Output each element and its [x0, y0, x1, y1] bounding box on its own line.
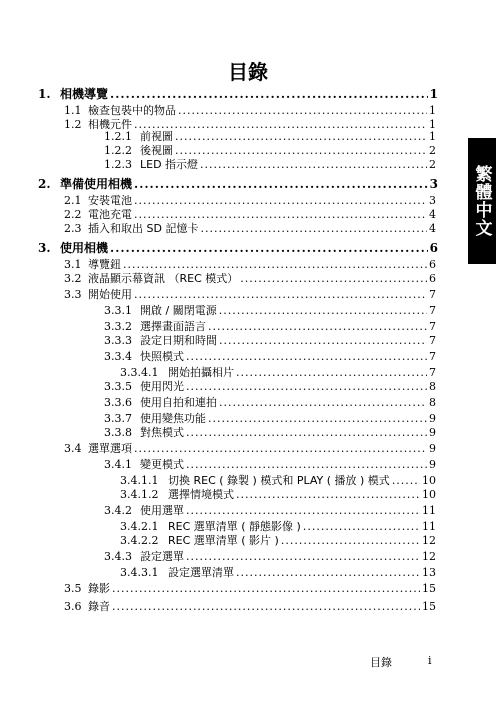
dot-leader: [200, 158, 427, 171]
toc-entry-label: REC 選單清單 ( 靜態影像 ): [168, 520, 301, 533]
toc-entry[interactable]: [104, 550, 436, 563]
toc-entry[interactable]: [120, 488, 436, 501]
dot-leader: [123, 258, 427, 271]
dot-leader: [110, 242, 428, 255]
toc-entry-label: 插入和取出 SD 記憶卡: [88, 222, 199, 235]
toc-entry[interactable]: [64, 600, 436, 613]
toc-entry-number: 3.3.1: [104, 304, 132, 317]
toc-entry-number: 3.4.3.1: [120, 566, 159, 579]
dot-leader: [219, 334, 427, 347]
toc-entry-page: 7: [429, 304, 436, 317]
toc-entry[interactable]: [120, 566, 436, 579]
toc-entry-label: 快照模式: [140, 350, 184, 363]
toc-entry-number: 3.6: [64, 600, 82, 613]
dot-leader: [112, 600, 420, 613]
toc-entry-number: 3.4.2.1: [120, 520, 159, 533]
toc-entry-page: 7: [429, 366, 436, 379]
toc-entry-number: 3.: [38, 241, 51, 255]
toc-entry[interactable]: [120, 520, 436, 533]
toc-entry[interactable]: [64, 222, 436, 235]
toc-entry[interactable]: [104, 458, 436, 471]
dot-leader: [134, 194, 427, 207]
toc-entry-page: 13: [422, 566, 436, 579]
toc-entry[interactable]: [104, 158, 436, 171]
toc-entry-number: 2.: [38, 177, 51, 191]
toc-entry-label: 使用閃光: [140, 380, 184, 393]
dot-leader: [178, 104, 427, 117]
toc-entry-label: 錄音: [88, 600, 110, 613]
toc-entry-page: 3: [429, 194, 436, 207]
toc-entry-number: 3.4.1: [104, 458, 132, 471]
toc-entry-number: 3.2: [64, 272, 82, 285]
toc-entry-label: 設定日期和時間: [140, 334, 217, 347]
toc-entry[interactable]: [64, 258, 436, 271]
toc-entry-page: 8: [429, 396, 436, 409]
toc-entry-page: 10: [422, 488, 436, 501]
dot-leader: [281, 534, 420, 547]
dot-leader: [110, 88, 428, 101]
toc-entry-label: 準備使用相機: [60, 177, 133, 191]
toc-entry-number: 3.5: [64, 582, 82, 595]
dot-leader: [392, 474, 420, 487]
toc-entry-label: 後視圖: [140, 144, 173, 157]
toc-entry[interactable]: [120, 474, 436, 487]
toc-entry[interactable]: [64, 104, 436, 117]
toc-entry[interactable]: [120, 366, 436, 379]
dot-leader: [219, 396, 427, 409]
dot-leader: [186, 426, 427, 439]
toc-entry-page: 11: [422, 504, 436, 517]
toc-entry-label: 開啟 / 關閉電源: [140, 304, 217, 317]
toc-entry-page: 11: [422, 520, 436, 533]
toc-entry-number: 1.2.1: [104, 130, 132, 143]
toc-entry[interactable]: [64, 442, 436, 455]
toc-entry-number: 2.1: [64, 194, 82, 207]
toc-entry-page: 12: [422, 534, 436, 547]
footer-label: 目錄: [370, 656, 392, 669]
toc-entry-page: 6: [429, 258, 436, 271]
toc-entry-number: 3.4.1.2: [120, 488, 159, 501]
toc-entry-label: 開始使用: [88, 288, 132, 301]
toc-entry-page: 4: [429, 208, 436, 221]
toc-entry-page: 15: [422, 600, 436, 613]
toc-entry-page: 1: [429, 118, 436, 131]
dot-leader: [134, 288, 427, 301]
toc-entry-label: 錄影: [88, 582, 110, 595]
toc-entry-label: REC 選單清單 ( 影片 ): [168, 534, 279, 547]
toc-entry[interactable]: [64, 582, 436, 595]
toc-entry-number: 3.3.4.1: [120, 366, 159, 379]
toc-entry[interactable]: [104, 396, 436, 409]
toc-entry-number: 3.3.4: [104, 350, 132, 363]
toc-entry-number: 3.3: [64, 288, 82, 301]
toc-entry-number: 3.3.2: [104, 320, 132, 333]
dot-leader: [236, 488, 420, 501]
dot-leader: [186, 550, 420, 563]
toc-entry-label: 設定選單清單: [168, 566, 234, 579]
toc-entry-page: 6: [429, 241, 438, 255]
toc-entry-label: 相機元件: [88, 118, 132, 131]
toc-entry-number: 3.3.7: [104, 412, 132, 425]
toc-entry-label: 相機導覽: [60, 87, 109, 101]
dot-leader: [186, 504, 420, 517]
language-side-tab: [468, 138, 496, 264]
toc-entry-number: 3.4.1.1: [120, 474, 159, 487]
dot-leader: [236, 566, 420, 579]
toc-entry[interactable]: [64, 208, 436, 221]
toc-entry[interactable]: [104, 412, 436, 425]
toc-entry[interactable]: [64, 288, 436, 301]
toc-entry-label: 選擇情境模式: [168, 488, 234, 501]
toc-entry-label: 電池充電: [88, 208, 132, 221]
toc-entry-page: 9: [429, 442, 436, 455]
dot-leader: [112, 582, 420, 595]
dot-leader: [208, 412, 427, 425]
toc-entry[interactable]: [104, 350, 436, 363]
dot-leader: [175, 130, 427, 143]
toc-entry-label: 使用相機: [60, 241, 109, 255]
toc-entry-page: 10: [422, 474, 436, 487]
toc-entry-page: 1: [429, 130, 436, 143]
toc-entry-page: 7: [429, 334, 436, 347]
toc-entry-page: 3: [429, 177, 438, 191]
side-tab-label: 繁體中文: [471, 165, 492, 237]
toc-entry-label: 變更模式: [140, 458, 184, 471]
toc-entry-label: 導覽鈕: [88, 258, 121, 271]
toc-entry-page: 7: [429, 350, 436, 363]
toc-entry-label: 選擇畫面語言: [140, 320, 206, 333]
dot-leader: [200, 222, 427, 235]
toc-entry-label: 開始拍攝相片: [168, 366, 234, 379]
toc-entry[interactable]: [104, 130, 436, 143]
dot-leader: [175, 144, 427, 157]
dot-leader: [134, 178, 428, 191]
toc-entry-page: 9: [429, 458, 436, 471]
toc-entry-number: 1.2.3: [104, 158, 132, 171]
toc-entry-number: 3.4.3: [104, 550, 132, 563]
dot-leader: [186, 350, 427, 363]
dot-leader: [208, 320, 427, 333]
dot-leader: [186, 380, 427, 393]
toc-entry-label: LED 指示燈: [140, 158, 199, 171]
toc-entry-label: 對焦模式: [140, 426, 184, 439]
toc-entry-label: 檢查包裝中的物品: [88, 104, 176, 117]
toc-entry-number: 3.1: [64, 258, 82, 271]
toc-entry-label: 切換 REC ( 錄製 ) 模式和 PLAY ( 播放 ) 模式: [168, 474, 390, 487]
toc-entry-label: 選單選項: [88, 442, 132, 455]
toc-entry-page: 15: [422, 582, 436, 595]
toc-entry-page: 12: [422, 550, 436, 563]
toc-entry[interactable]: [104, 426, 436, 439]
toc-entry-page: 7: [429, 320, 436, 333]
toc-entry[interactable]: [104, 380, 436, 393]
toc-entry-number: 3.3.6: [104, 396, 132, 409]
toc-entry-page: 2: [429, 144, 436, 157]
dot-leader: [134, 442, 427, 455]
toc-entry-number: 3.4: [64, 442, 82, 455]
toc-entry-number: 1.1: [64, 104, 82, 117]
toc-entry-number: 3.3.8: [104, 426, 132, 439]
toc-entry-page: 1: [429, 104, 436, 117]
toc-entry[interactable]: [104, 304, 436, 317]
footer-page-number: i: [428, 654, 432, 667]
dot-leader: [240, 272, 427, 285]
toc-entry-page: 7: [429, 288, 436, 301]
toc-entry-page: 9: [429, 412, 436, 425]
toc-entry-page: 9: [429, 426, 436, 439]
toc-entry-label: 液晶顯示幕資訊 （REC 模式）: [88, 272, 239, 285]
toc-entry-number: 2.2: [64, 208, 82, 221]
toc-entry-label: 安裝電池: [88, 194, 132, 207]
toc-entry-page: 6: [429, 272, 436, 285]
toc-entry[interactable]: [64, 272, 436, 285]
toc-entry[interactable]: [104, 504, 436, 517]
dot-leader: [134, 208, 427, 221]
toc-entry-label: 使用變焦功能: [140, 412, 206, 425]
toc-entry-number: 3.4.2: [104, 504, 132, 517]
toc-entry[interactable]: [38, 178, 438, 191]
toc-entry[interactable]: [38, 242, 438, 255]
toc-entry-number: 1.: [38, 87, 51, 101]
dot-leader: [303, 520, 420, 533]
toc-entry[interactable]: [104, 144, 436, 157]
toc-entry-label: 前視圖: [140, 130, 173, 143]
toc-entry[interactable]: [64, 194, 436, 207]
toc-entry-number: 3.4.2.2: [120, 534, 159, 547]
toc-entry-label: 使用自拍和連拍: [140, 396, 217, 409]
toc-entry[interactable]: [38, 88, 438, 101]
toc-entry-number: 3.3.3: [104, 334, 132, 347]
toc-entry-page: 2: [429, 158, 436, 171]
toc-entry-label: 設定選單: [140, 550, 184, 563]
toc-entry-page: 8: [429, 380, 436, 393]
toc-entry-page: 4: [429, 222, 436, 235]
toc-entry[interactable]: [104, 334, 436, 347]
toc-entry-number: 1.2.2: [104, 144, 132, 157]
toc-entry-number: 1.2: [64, 118, 82, 131]
toc-entry-number: 2.3: [64, 222, 82, 235]
dot-leader: [236, 366, 427, 379]
toc-entry-label: 使用選單: [140, 504, 184, 517]
toc-entry[interactable]: [104, 320, 436, 333]
page-title: 目錄: [228, 60, 268, 84]
dot-leader: [219, 304, 427, 317]
toc-entry-page: 1: [429, 87, 438, 101]
toc-entry[interactable]: [120, 534, 436, 547]
toc-entry-number: 3.3.5: [104, 380, 132, 393]
dot-leader: [186, 458, 427, 471]
